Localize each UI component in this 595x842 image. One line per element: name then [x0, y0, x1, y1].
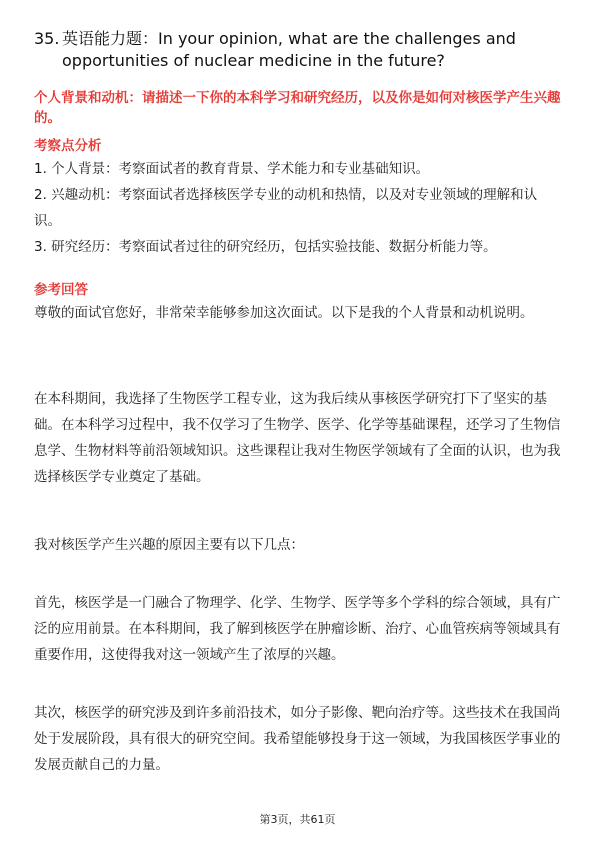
answer-paragraph: 其次，核医学的研究涉及到许多前沿技术，如分子影像、靶向治疗等。这些技术在我国尚处于发展阶段，具有很大的研究空间。我希望能够投身于这一领域，为我国核医学事业的发展贡献自己的力量。 — [34, 705, 561, 773]
question-text: 英语能力题：In your opinion, what are the challenges and opportunities of nuclear medicine in the future? — [62, 29, 516, 70]
answer-heading: 参考回答 — [34, 282, 88, 298]
page-footer: 第3页，共61页 — [259, 813, 336, 826]
answer-paragraph: 尊敬的面试官您好，非常荣幸能够参加这次面试。以下是我的个人背景和动机说明。 — [34, 305, 534, 321]
analysis-heading: 考察点分析 — [34, 138, 102, 154]
answer-paragraph: 在本科期间，我选择了生物医学工程专业，这为我后续从事核医学研究打下了坚实的基础。在本科学习过程中，我不仅学习了生物学、医学、化学等基础课程，还学习了生物信息学、生物材料等前沿领域知识。这些课程让我对生物医学领域有了全面的认识，也为我选择核医学专业奠定了基础。 — [34, 391, 561, 485]
question-number: 35. — [34, 29, 60, 48]
analysis-item: 3. 研究经历：考察面试者过往的研究经历，包括实验技能、数据分析能力等。 — [34, 239, 497, 255]
prompt-question: 个人背景和动机：请描述一下你的本科学习和研究经历，以及你是如何对核医学产生兴趣的。 — [34, 90, 561, 126]
answer-paragraph: 我对核医学产生兴趣的原因主要有以下几点： — [34, 537, 304, 553]
analysis-item: 1. 个人背景：考察面试者的教育背景、学术能力和专业基础知识。 — [34, 161, 430, 177]
answer-paragraph: 首先，核医学是一门融合了物理学、化学、生物学、医学等多个学科的综合领域，具有广泛的应用前景。在本科期间，我了解到核医学在肿瘤诊断、治疗、心血管疾病等领域具有重要作用，这使得我对这一领域产生了浓厚的兴趣。 — [34, 595, 561, 663]
analysis-item: 2. 兴趣动机：考察面试者选择核医学专业的动机和热情，以及对专业领域的理解和认识。 — [34, 187, 538, 229]
question-title — [34, 28, 554, 72]
